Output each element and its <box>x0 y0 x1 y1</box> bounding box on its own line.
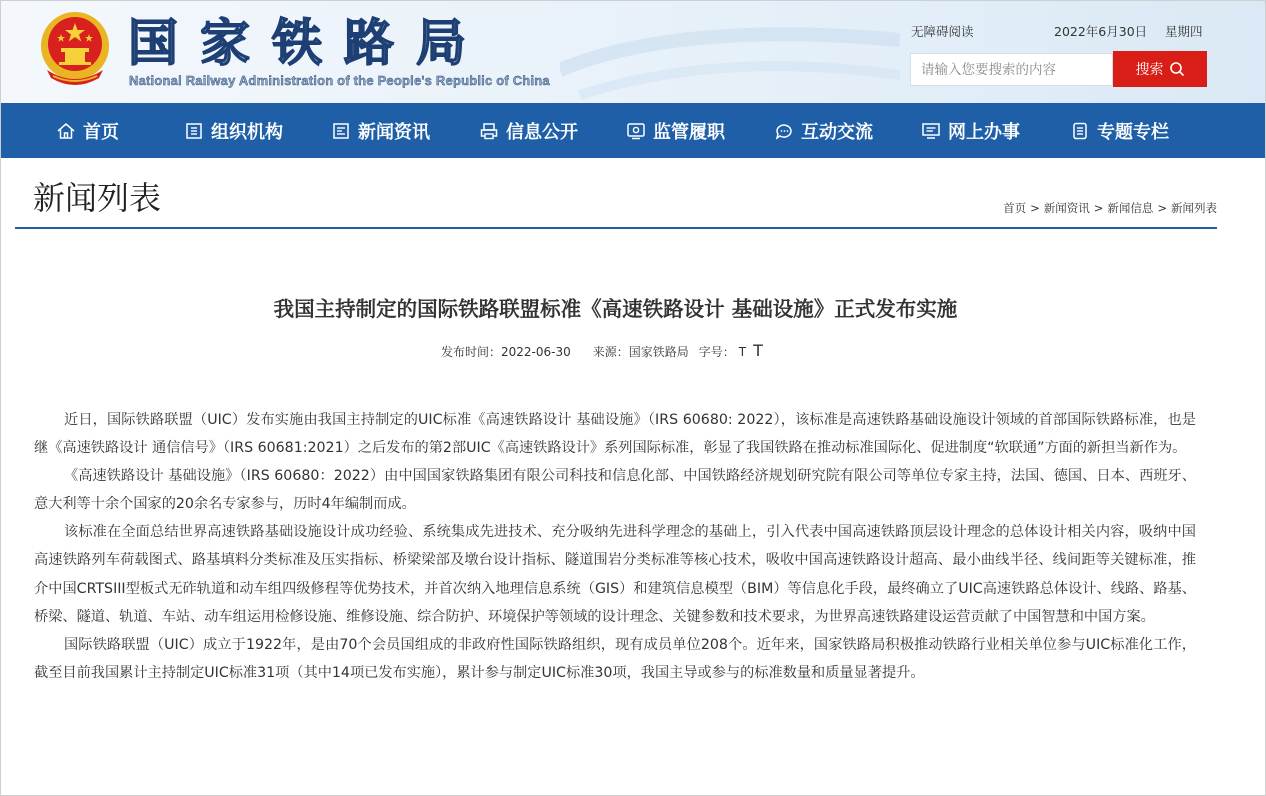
breadcrumb-separator: > <box>1157 201 1167 215</box>
font-size-label: 字号： <box>698 345 735 359</box>
article-meta <box>441 341 763 360</box>
search-input[interactable] <box>910 53 1113 86</box>
site-logo-english: National Railway Administration of the People's Republic of China <box>129 73 550 88</box>
search-button[interactable] <box>1113 51 1207 87</box>
nav-item-label: 网上办事 <box>948 121 1020 143</box>
title-divider <box>15 227 1217 229</box>
search-icon <box>1169 61 1185 77</box>
nav-item-label: 互动交流 <box>801 121 873 143</box>
search-button-label: 搜索 <box>1135 62 1164 78</box>
nav-item-label: 新闻资讯 <box>358 121 430 143</box>
nav-item-label: 组织机构 <box>211 121 283 143</box>
nav-item-online-service[interactable] <box>921 103 1020 158</box>
nav-item-special-topics[interactable] <box>1070 103 1169 158</box>
nav-item-news[interactable] <box>331 103 430 158</box>
article-paragraph: 《高速铁路设计 基础设施》（IRS 60680：2022）由中国国家铁路集团有限公司科技和信息化部、中国铁路经济规划研究院有限公司等单位专家主持，法国、德国、日本、西班牙、意大利等十余个国家的20余名专家参与，历时4年编制而成。 <box>34 468 1196 513</box>
nav-item-supervision[interactable] <box>626 103 725 158</box>
printer-icon <box>479 121 499 141</box>
breadcrumb-home[interactable]: 首页 <box>1003 201 1027 215</box>
accessibility-link[interactable]: 无障碍阅读 <box>911 24 974 39</box>
home-icon <box>56 121 76 141</box>
national-emblem-icon <box>37 10 113 90</box>
font-size-large-button[interactable]: T <box>753 341 763 360</box>
eye-icon <box>626 121 646 141</box>
nav-item-info-disclosure[interactable] <box>479 103 578 158</box>
page-title: 新闻列表 <box>33 179 162 217</box>
breadcrumb-separator: > <box>1030 201 1040 215</box>
font-size-small-button[interactable]: T <box>738 345 747 359</box>
nav-item-label: 信息公开 <box>506 121 578 143</box>
main-nav <box>0 103 1266 158</box>
document-icon <box>1070 121 1090 141</box>
breadcrumb-news-list[interactable]: 新闻列表 <box>1171 201 1217 215</box>
article-paragraph: 该标准在全面总结世界高速铁路基础设施设计成功经验、系统集成先进技术、充分吸纳先进科学理念的基础上，引入代表中国高速铁路顶层设计理念的总体设计相关内容，吸纳中国高速铁路列车荷载图式、路基填料分类标准及压实指标、桥梁梁部及墩台设计指标、隧道围岩分类标准等核心技术，吸收中国高速铁路设计超高、最小曲线半径、线间距等关键标准，推介中国CRTSIII型板式无砟轨道和动车组四级修程等优势技术，并首次纳入地理信息系统（GIS）和建筑信息模型（BIM）等信息化手段，最终确立了UIC高速铁路总体设计、线路、路基、桥梁、隧道、轨道、车站、动车组运用检修设施、维修设施、综合防护、环境保护等领域的设计理念、关键参数和技术要求，为世界高速铁路建设运营贡献了中国智慧和中国方案。 <box>34 524 1196 625</box>
news-icon <box>331 121 351 141</box>
publish-date: 发布时间：2022-06-30 <box>441 345 571 359</box>
current-weekday: 星期四 <box>1165 24 1203 39</box>
article-body <box>34 406 1196 687</box>
nav-item-home[interactable] <box>56 103 119 158</box>
chat-icon <box>774 121 794 141</box>
article-source: 来源：国家铁路局 <box>592 345 689 359</box>
breadcrumb-separator: > <box>1093 201 1104 215</box>
org-icon <box>184 121 204 141</box>
site-logo-chinese: 国家铁路局 <box>128 13 488 72</box>
site-header <box>0 0 1266 103</box>
nav-item-interaction[interactable] <box>774 103 873 158</box>
article-paragraph: 国际铁路联盟（UIC）成立于1922年，是由70个会员国组成的非政府性国际铁路组织，现有成员单位208个。近年来，国家铁路局积极推动铁路行业相关单位参与UIC标准化工作，截至目前我国累计主持制定UIC标准31项（其中14项已发布实施），累计参与制定UIC标准30项，我国主导或参与的标准数量和质量显著提升。 <box>34 636 1196 681</box>
nav-item-organization[interactable] <box>184 103 283 158</box>
current-date: 2022年6月30日 <box>1054 24 1148 39</box>
nav-item-label: 专题专栏 <box>1097 121 1169 143</box>
breadcrumb <box>1003 200 1217 216</box>
nav-item-label: 首页 <box>83 121 119 143</box>
breadcrumb-news-info[interactable]: 新闻信息 <box>1107 201 1154 215</box>
article-paragraph: 近日，国际铁路联盟（UIC）发布实施由我国主持制定的UIC标准《高速铁路设计 基础设施》（IRS 60680: 2022），该标准是高速铁路基础设施设计领域的首部国际铁路标准，也是继《高速铁路设计 通信信号》（IRS 60681:2021）之后发布的第2部UIC《高速铁路设计》系列国际标准，彰显了我国铁路在推动标准国际化、促进制度“软联通”方面的新担当新作为。 <box>34 412 1196 457</box>
article-title: 我国主持制定的国际铁路联盟标准《高速铁路设计 基础设施》正式发布实施 <box>273 297 958 321</box>
screen-icon <box>921 121 941 141</box>
nav-item-label: 监管履职 <box>653 121 725 143</box>
breadcrumb-news[interactable]: 新闻资讯 <box>1043 201 1090 215</box>
header-decoration <box>560 0 900 103</box>
